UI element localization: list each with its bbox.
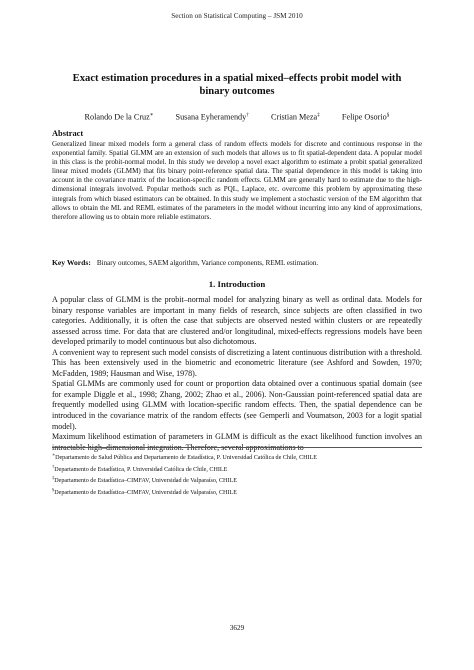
abstract-text: Generalized linear mixed models form a general class of random effects models for discrete and continuous response in the exponential family. Spatial GLMM are an extension of such models that allows us to fit spatial-dependent data. A popular model in this class is the probit-normal model. In this study we develop a novel exact algorithm to estimate a probit spatial generalized linear mixed models (GLMM) that fits binary point-reference spatial data. The spatial dependence in this model is taking into account in the covariance matrix of the location-specific random effects. GLMM are generally hard to estimate due to the high-dimensional integrals involved. Popular methods such as PQL, Laplace, etc. overcome this problem by approximating these integrals from which biased estimators can be obtained. In this study we implement a stochastic version of the EM algorithm that allows to obtain the ML and REML estimates of the parameters in the model without incurring into any kind of approximations, therefore allowing us to obtain more reliable estimators. <box>52 140 422 221</box>
paragraph: Maximum likelihood estimation of parameters in GLMM is difficult as the exact likelihood function involves an intractable high–dimensional integration. Therefore, several approximations to <box>52 432 422 452</box>
paragraph: A convenient way to represent such model consists of discretizing a latent continuous distribution with a threshold. This has been extensively used in the biometric and econometric literature (see Ashford and Sowden, 1970; McFadden, 1989; Hausman and Wise, 1978). <box>52 347 422 378</box>
author: Cristian Meza‡ <box>271 112 320 122</box>
author: Susana Eyheramendy† <box>175 112 249 122</box>
author-list <box>60 112 414 122</box>
paragraph: A popular class of GLMM is the probit–normal model for analyzing binary as well as ordinal data. Models for binary response variables are important in many fields of research, since subjects are often classified in two categories. Additionally, it is often the case that subjects are observed nested within clusters or are repeatedly assessed across time. For data that are clustered and/or longitudinal, mixed-effects regressions models have been developed primarily to model continuous but also dichotomous. <box>52 295 422 347</box>
footnote: ∗Departamento de Salud Pública and Departamento de Estadística, P. Universidad Católica de Chile, CHILE <box>52 452 318 462</box>
keywords-label: Key Words: <box>52 258 91 267</box>
author: Rolando De la Cruz∗ <box>84 112 154 122</box>
footnotes <box>52 447 422 498</box>
abstract-heading: Abstract <box>52 129 84 138</box>
paper-title: Exact estimation procedures in a spatial mixed–effects probit model with binary outcomes <box>72 73 402 97</box>
keywords <box>52 258 422 267</box>
author: Felipe Osorio§ <box>341 112 390 122</box>
introduction-body <box>52 295 422 453</box>
footnote: §Departamento de Estadística–CIMFAV, Universidad de Valparaíso, CHILE <box>52 486 237 496</box>
paragraph: Spatial GLMMs are commonly used for count or proportion data obtained over a continuous spatial domain (see for example Diggle et al., 1998; Zhang, 2002; Zhao et al., 2006). Non-Gaussian point-referenced spatial data are frequently modelled using GLMM with location-specific random effects. Then, the spatial dependence can be introduced in the covariance matrix of the random effects (see Gemperli and Voumatson, 2003 for a logit spatial model). <box>52 379 422 431</box>
keywords-text: Binary outcomes, SAEM algorithm, Variance components, REML estimation. <box>96 259 319 267</box>
footnote: ‡Departamento de Estadística–CIMFAV, Universidad de Valparaíso, CHILE <box>52 475 237 485</box>
page-number: 3629 <box>229 624 245 632</box>
footnote: †Departamento de Estadística, P. Universidad Católica de Chile, CHILE <box>52 463 228 473</box>
running-head: Section on Statistical Computing – JSM 2010 <box>171 12 303 20</box>
section-heading: 1. Introduction <box>208 279 266 289</box>
